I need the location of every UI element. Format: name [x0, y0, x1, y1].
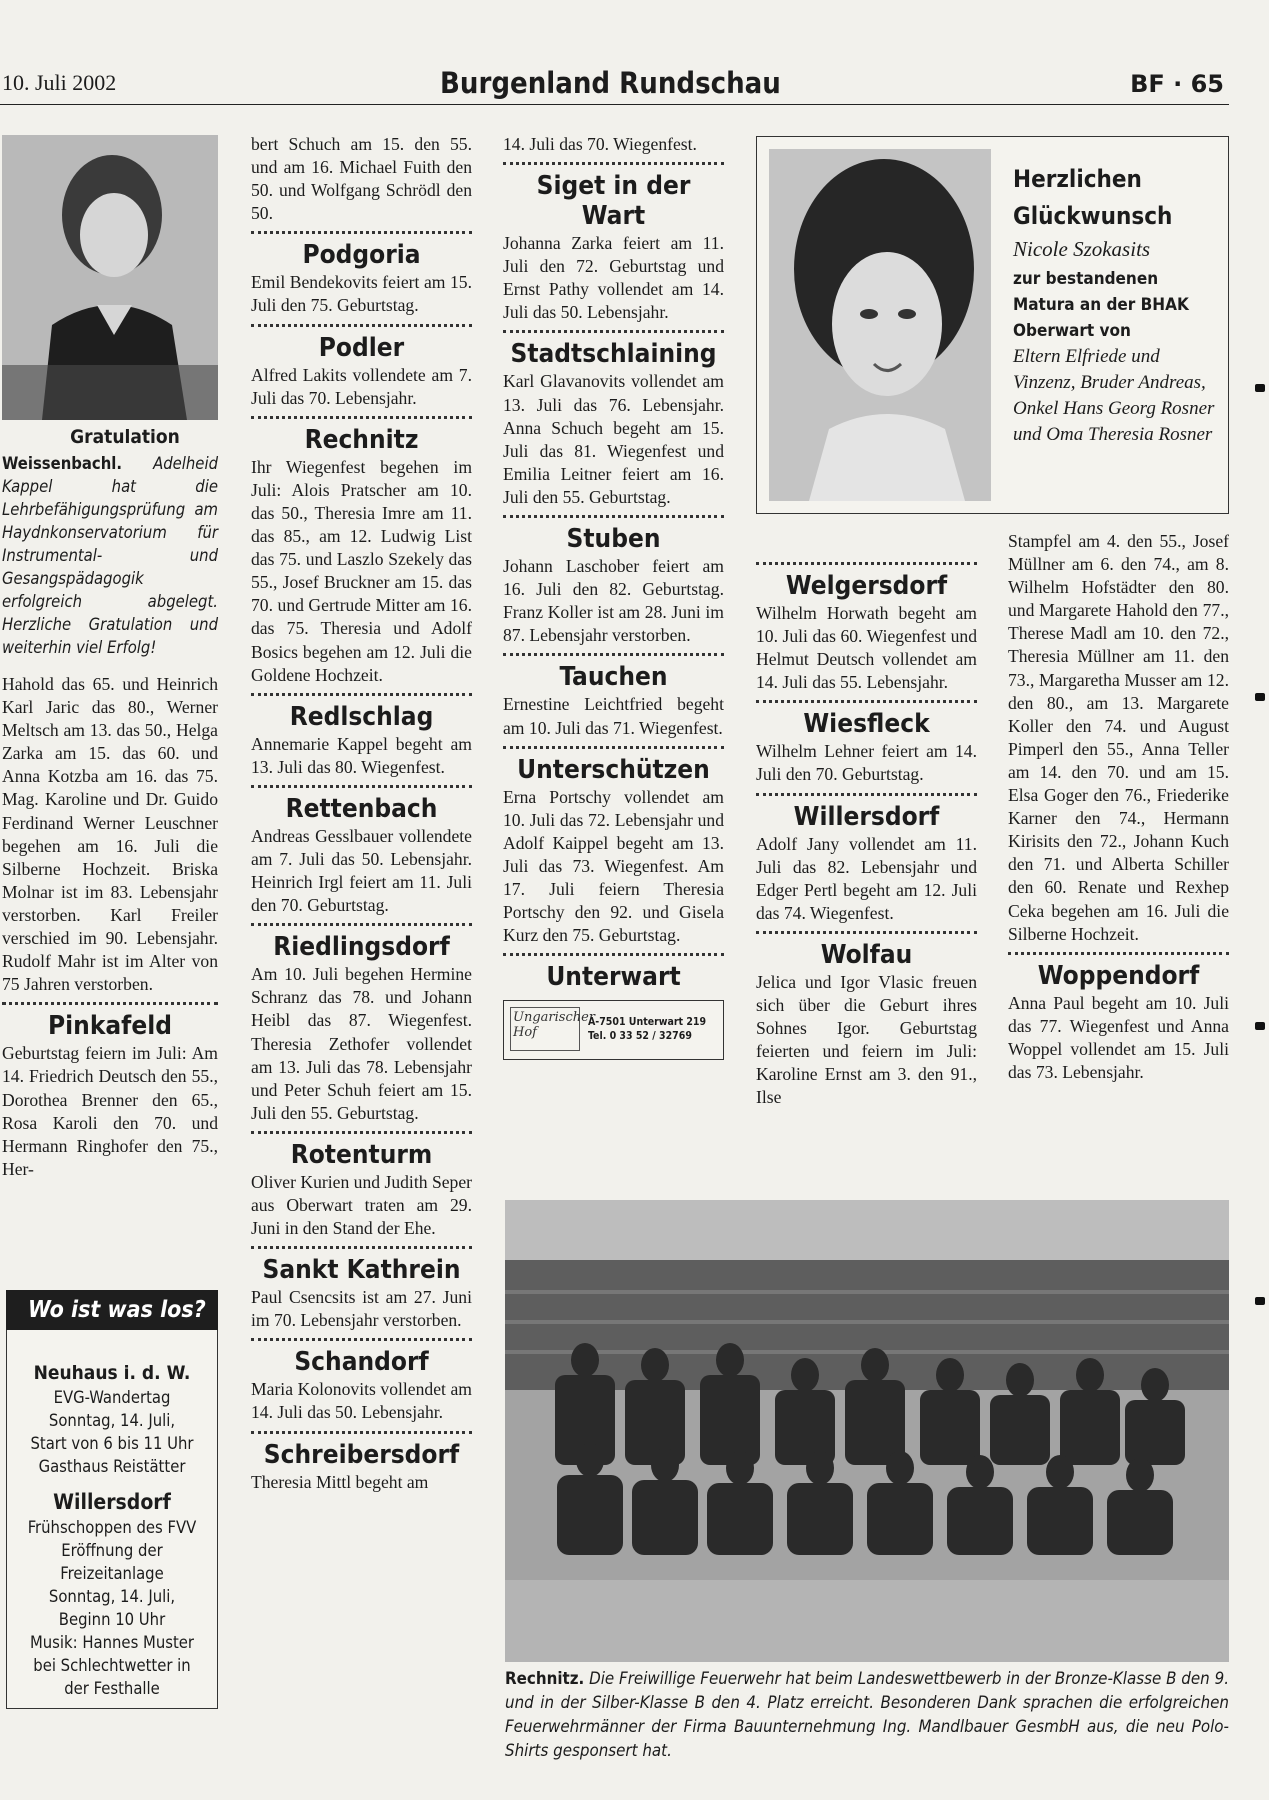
schandorf-text: Maria Kolonovits vollendet am 14. Juli das 50. Lebensjahr.: [251, 1379, 472, 1423]
heading-pinkafeld: Pinkafeld: [48, 1011, 172, 1042]
event2-line: Freizeitanlage: [60, 1564, 164, 1583]
redlschlag-text: Annemarie Kappel begeht am 13. Juli das 80. Wiegenfest.: [251, 733, 472, 777]
photo-nicole-szokasits: [769, 149, 991, 501]
divider: [251, 1431, 472, 1434]
scan-mark: [1255, 384, 1265, 392]
caption-place: Weissenbachl.: [2, 454, 122, 473]
col2-intro: bert Schuch am 15. den 55. und am 16. Michael Fuith den 50. und Wolfgang Schrödl den 50.: [251, 134, 472, 224]
podler-text: Alfred Lakits vollendete am 7. Juli das 70. Lebensjahr.: [251, 364, 472, 408]
wiesfleck-text: Wilhelm Lehner feiert am 14. Juli den 70. Geburtstag.: [756, 741, 977, 785]
stadtschlaining-text: Karl Glavanovits vollendet am 13. Juli das 76. Lebensjahr. Anna Schuch begeht am 15. Juli das 81. Wiegenfest und Emilia Leitner feiert am 16. Juli den 55. Geburtstag.: [503, 371, 724, 507]
divider: [1008, 952, 1229, 955]
heading-rechnitz: Rechnitz: [304, 424, 419, 455]
heading-podler: Podler: [318, 332, 405, 363]
portrait-image: [769, 149, 991, 501]
advertisement-ungarischer-hof: [503, 1000, 724, 1060]
woppendorf-text: Anna Paul begeht am 10. Juli das 77. Wiegenfest und Anna Woppel vollendet am 15. Juli das 73. Lebensjahr.: [1008, 992, 1229, 1082]
column-3: [503, 133, 724, 1060]
heading-welgersdorf: Welgersdorf: [785, 571, 948, 601]
welgersdorf-text: Wilhelm Horwath begeht am 10. Juli das 60. Wiegenfest und Helmut Deutsch vollendet am 14. Juli das 55. Lebensjahr.: [756, 603, 977, 693]
col5-intro: Stampfel am 4. den 55., Josef Müllner am 6. den 74., am 8. Wilhelm Hofstädter den 80. und Margarete Hahold den 77., Therese Madl am 10. den 72., Theresia Müllner am 11. den 73., Margaretha Musser am 12. den 80., am 13. Margarete Koller den 74. und August Pimperl den 55., Anna Teller am 14. den 70. und am 15. Elsa Goger den 76., Friederike Karner den 74., Hermann Kirisits den 72., Johann Kuch den 71. und Alberta Schiller den 60. Renate und Rexhep Ceka begehen am 16. Juli die Silberne Hochzeit.: [1008, 531, 1229, 944]
siget-text: Johanna Zarka feiert am 11. Juli den 72. Geburtstag und Ernst Pathy vollendet am 14. Juli das 50. Lebensjahr.: [503, 233, 724, 323]
col1-continuation-text: Hahold das 65. und Heinrich Karl Jaric das 80., Werner Meltsch am 13. das 50., Helga Zarka am 15. das 60. und Anna Kotzba am 16. das 75. Mag. Karoline und Dr. Guido Ferdinand Werner Leuschner begehen am 16. Juli die Silberne Hochzeit. Briska Molnar ist im 83. Lebensjahr verstorben. Karl Freiler verschied im 90. Lebensjahr. Rudolf Mahr ist im Alter von 75 Jahren verstorben.: [2, 674, 218, 995]
heading-woppendorf: Woppendorf: [1037, 960, 1200, 991]
heading-wolfau: Wolfau: [820, 939, 913, 970]
divider: [251, 1131, 472, 1134]
events-box: [2, 1290, 218, 1709]
heading-unterschuetzen: Unterschützen: [517, 754, 710, 785]
divider: [251, 693, 472, 696]
caption-body: Die Freiwillige Feuerwehr hat beim Landeswettbewerb in der Bronze-Klasse B den 9. und in der Silber-Klasse B den 4. Platz erreicht. Besonderen Dank sprachen die erfolgreichen Feuerwehrmänner der Firma Bauunternehmung Ing. Mandlbauer GesmbH aus, die neu Polo-Shirts gesponsert hat.: [505, 1668, 1229, 1760]
podgoria-text: Emil Bendekovits feiert am 15. Juli den 75. Geburtstag.: [251, 272, 472, 316]
heading-schandorf: Schandorf: [294, 1347, 429, 1378]
event2-line: der Festhalle: [64, 1679, 160, 1698]
event2-place: Willersdorf: [53, 1490, 171, 1514]
divider: [756, 700, 977, 703]
photo-adelheid-kappel: [2, 135, 218, 420]
wolfau-text: Jelica und Igor Vlasic freuen sich über die Geburt ihres Sohnes Igor. Geburtstag feierten und feiern im Juli: Karoline Ernst am 3. den 91., Ilse: [756, 971, 977, 1108]
event2-line: bei Schlechtwetter in: [33, 1656, 191, 1675]
pinkafeld-text: Geburtstag feiern im Juli: Am 14. Friedrich Deutsch den 55., Dorothea Brenner den 65., Rosa Karoli den 70. und Hermann Ringhofer den 75., Her-: [2, 1043, 218, 1179]
event2-line: Beginn 10 Uhr: [58, 1610, 166, 1629]
heading-sankt-kathrein: Sankt Kathrein: [262, 1255, 461, 1286]
portrait-image: [2, 135, 218, 420]
divider: [251, 231, 472, 234]
tauchen-text: Ernestine Leichtfried begeht am 10. Juli das 71. Wiegenfest.: [503, 694, 724, 738]
divider: [251, 324, 472, 327]
photo-caption: [2, 452, 218, 659]
scan-mark: [1255, 693, 1265, 701]
column-5: [1008, 530, 1229, 1084]
heading-podgoria: Podgoria: [302, 240, 421, 271]
scan-mark: [1255, 1297, 1265, 1305]
event1-place: Neuhaus i. d. W.: [33, 1362, 191, 1384]
event1-line: Sonntag, 14. Juli,: [48, 1411, 176, 1430]
schreibersdorf-text: Theresia Mittl begeht am: [251, 1471, 429, 1492]
issue-date: 10. Juli 2002: [2, 70, 117, 95]
event2-line: Frühschoppen des FVV: [27, 1518, 197, 1537]
heading-wiesfleck: Wiesfleck: [803, 709, 930, 740]
divider: [503, 653, 724, 656]
group-photo-image: [505, 1200, 1229, 1662]
header-rule: [0, 104, 1229, 105]
riedlingsdorf-text: Am 10. Juli begehen Hermine Schranz das 78. und Johann Heibl das 87. Wiegenfest. Theresia Zethofer vollendet am 13. Juli das 78. Lebensjahr und Peter Schuh feiert am 15. Juli den 55. Geburtstag.: [251, 964, 472, 1123]
rechnitz-text: Ihr Wiegenfest begehen im Juli: Alois Pratscher am 10. das 50., Theresia Imre am 11. das 85., am 12. Ludwig List das 75. und Laszlo Szekely das 55., Josef Bruckner am 15. das 70. und Gertrude Mitter am 16. das 75. Theresia und Adolf Bosics begehen am 12. Juli die Goldene Hochzeit.: [251, 456, 472, 685]
divider: [251, 416, 472, 419]
rotenturm-text: Oliver Kurien und Judith Seper aus Oberwart traten am 29. Juni in den Stand der Ehe.: [251, 1171, 472, 1239]
congrats-from: Eltern Elfriede und Vinzenz, Bruder Andreas, Onkel Hans Georg Rosner und Oma Theresia Rosner: [1013, 346, 1215, 445]
divider: [756, 931, 977, 934]
events-banner: Wo ist was los?: [6, 1290, 218, 1330]
heading-redlschlag: Redlschlag: [289, 701, 434, 732]
divider: [503, 162, 724, 165]
divider: [756, 793, 977, 796]
ad-logo: Ungarischer Hof: [510, 1007, 580, 1051]
divider: [503, 330, 724, 333]
event2-line: Musik: Hannes Muster: [29, 1633, 195, 1652]
unterschuetzen-text: Erna Portschy vollendet am 10. Juli das 72. Lebensjahr und Adolf Kaippel begeht am 13. Juli das 73. Wiegenfest. Am 17. Juli feiern Theresia Portschy den 92. und Gisela Kurz den 75. Geburtstag.: [503, 786, 724, 946]
divider: [251, 1246, 472, 1249]
divider: [503, 515, 724, 518]
divider: [756, 562, 977, 565]
congratulations-box: [756, 136, 1229, 514]
willersdorf-text: Adolf Jany vollendet am 11. Juli das 82. Lebensjahr und Edger Pertl begeht am 12. Juli das 74. Wiegenfest.: [756, 833, 977, 923]
event1-line: Gasthaus Reistätter: [38, 1457, 186, 1476]
rettenbach-text: Andreas Gesslbauer vollendete am 7. Juli das 50. Lebensjahr. Heinrich Irgl feiert am 11. Juli den 70. Geburtstag.: [251, 825, 472, 916]
event1-line: EVG-Wandertag: [53, 1388, 171, 1407]
event1-line: Start von 6 bis 11 Uhr: [30, 1434, 194, 1453]
divider: [503, 746, 724, 749]
event2-line: Sonntag, 14. Juli,: [48, 1587, 176, 1606]
heading-rotenturm: Rotenturm: [290, 1139, 433, 1170]
divider: [2, 1002, 218, 1005]
stuben-text: Johann Laschober feiert am 16. Juli den 82. Geburtstag. Franz Koller ist am 28. Juni im 87. Lebensjahr verstorben.: [503, 556, 724, 646]
newspaper-title: Burgenland Rundschau: [440, 66, 781, 100]
ad-address: A-7501 Unterwart 219: [588, 1016, 707, 1029]
photo-caption-title: Gratulation: [70, 426, 180, 448]
divider: [251, 923, 472, 926]
event2-line: Eröffnung der: [61, 1541, 163, 1560]
heading-rettenbach: Rettenbach: [285, 793, 438, 824]
heading-willersdorf: Willersdorf: [793, 801, 940, 832]
congrats-reason: zur bestandenen Matura an der BHAK Oberwart von: [1013, 269, 1189, 341]
column-2: [251, 133, 472, 1494]
congrats-title: Herzlichen Glückwunsch: [1013, 165, 1173, 230]
congrats-name: Nicole Szokasits: [1013, 237, 1151, 261]
ad-phone: Tel. 0 33 52 / 32769: [588, 1030, 692, 1043]
col3-intro: 14. Juli das 70. Wiegenfest.: [503, 134, 697, 154]
heading-riedlingsdorf: Riedlingsdorf: [273, 932, 450, 963]
heading-tauchen: Tauchen: [559, 662, 668, 693]
caption-place: Rechnitz.: [505, 1668, 585, 1688]
heading-stuben: Stuben: [566, 524, 661, 555]
heading-stadtschlaining: Stadtschlaining: [510, 339, 717, 370]
page-number: BF · 65: [1130, 70, 1224, 98]
divider: [251, 1338, 472, 1341]
heading-schreibersdorf: Schreibersdorf: [263, 1439, 460, 1470]
divider: [251, 785, 472, 788]
column-4: [756, 556, 977, 1110]
group-photo-caption: [505, 1666, 1229, 1762]
divider: [503, 953, 724, 956]
sankt-kathrein-text: Paul Csencsits ist am 27. Juni im 70. Lebensjahr verstorben.: [251, 1287, 472, 1331]
heading-unterwart: Unterwart: [546, 962, 681, 993]
scan-mark: [1255, 1022, 1265, 1030]
event2-details: [11, 1516, 213, 1700]
event1-details: [11, 1386, 213, 1478]
caption-body: Adelheid Kappel hat die Lehrbefähigungsprüfung am Haydnkonservatorium für Instrumental- und Gesangspädagogik erfolgreich abgelegt. Herzliche Gratulation und weiterhin viel Erfolg!: [2, 454, 218, 657]
photo-fire-brigade-rechnitz: [505, 1200, 1229, 1662]
heading-siget-in-der-wart: Siget in der Wart: [536, 171, 691, 232]
